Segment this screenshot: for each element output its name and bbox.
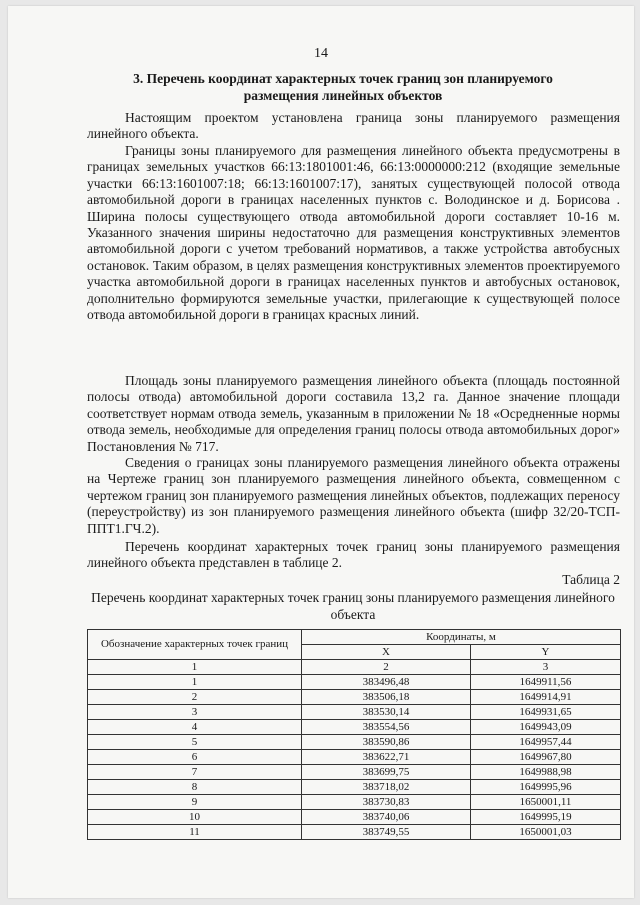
point-number-cell: 10 — [88, 810, 302, 825]
coordinate-x-cell: 383718,02 — [302, 780, 471, 795]
coordinate-x-cell: 383506,18 — [302, 690, 471, 705]
header-point-designation: Обозначение характерных точек границ — [88, 630, 302, 660]
coordinate-y-cell: 1649931,65 — [471, 705, 621, 720]
coordinate-x-cell: 383730,83 — [302, 795, 471, 810]
point-number-cell: 9 — [88, 795, 302, 810]
page-number: 14 — [314, 46, 328, 61]
coordinate-y-cell: 1649943,09 — [471, 720, 621, 735]
point-number-cell: 1 — [88, 675, 302, 690]
table-caption: Перечень координат характерных точек границ зоны планируемого размещения линейного объекта — [91, 590, 615, 622]
point-number-cell: 4 — [88, 720, 302, 735]
point-number-cell: 11 — [88, 825, 302, 840]
coordinate-x-cell: 383622,71 — [302, 750, 471, 765]
column-number: 3 — [471, 660, 621, 675]
coordinate-y-cell: 1649957,44 — [471, 735, 621, 750]
point-number-cell: 3 — [88, 705, 302, 720]
coordinate-y-cell: 1649911,56 — [471, 675, 621, 690]
paragraph-5: Перечень координат характерных точек границ зоны планируемого размещения линейного объекта представлен в таблице 2. — [87, 539, 620, 571]
coordinate-x-cell: 383530,14 — [302, 705, 471, 720]
coordinate-x-cell: 383496,48 — [302, 675, 471, 690]
section-heading-line1: 3. Перечень координат характерных точек границ зон планируемого — [133, 71, 553, 86]
coordinate-y-cell: 1649914,91 — [471, 690, 621, 705]
coordinate-x-cell: 383740,06 — [302, 810, 471, 825]
point-number-cell: 8 — [88, 780, 302, 795]
point-number-cell: 6 — [88, 750, 302, 765]
header-y: Y — [471, 645, 621, 660]
table-row — [88, 780, 621, 795]
point-number-cell: 7 — [88, 765, 302, 780]
coordinate-x-cell: 383590,86 — [302, 735, 471, 750]
coordinate-y-cell: 1649995,19 — [471, 810, 621, 825]
paragraph-3: Площадь зоны планируемого размещения линейного объекта (площадь постоянной полосы отвода) автомобильной дороги составила 13,2 га. Данное значение площади соответствует нормам отвода земель, указанным в приложении № 18 «Осредненные нормы отвода земель, необходимые для определения границ полосы отвода автомобильных дорог» Постановления № 717. — [87, 373, 620, 454]
table-row — [88, 750, 621, 765]
table-row — [88, 720, 621, 735]
point-number-cell: 2 — [88, 690, 302, 705]
table-row — [88, 795, 621, 810]
table-row — [88, 675, 621, 690]
coordinate-y-cell: 1650001,11 — [471, 795, 621, 810]
table-row — [88, 705, 621, 720]
paragraph-1: Настоящим проектом установлена граница зоны планируемого размещения линейного объекта. — [87, 110, 620, 142]
table-label: Таблица 2 — [562, 572, 620, 587]
table-row — [88, 765, 621, 780]
section-heading — [103, 70, 583, 104]
section-heading-line2: размещения линейных объектов — [243, 88, 443, 103]
coordinates-table — [87, 629, 621, 840]
point-number-cell: 5 — [88, 735, 302, 750]
table-row — [88, 735, 621, 750]
coordinate-x-cell: 383749,55 — [302, 825, 471, 840]
coordinates-table-body — [88, 675, 621, 840]
coordinate-y-cell: 1649967,80 — [471, 750, 621, 765]
table-row — [88, 690, 621, 705]
column-number: 1 — [88, 660, 302, 675]
coordinate-y-cell: 1650001,03 — [471, 825, 621, 840]
paragraph-2: Границы зоны планируемого для размещения линейного объекта предусмотрены в границах земельных участков 66:13:1801001:46, 66:13:0000000:212 (входящие земельные участки 66:13:1601007:18; 66:13:1601007:17), занятых существующей полосой отвода автомобильной дороги в границах населенных пунктов с. Володинское и д. Борисова . Ширина полосы существующего отвода автомобильной дороги составляет 10-16 м. Указанного значения ширины недостаточно для размещения конструктивных элементов автомобильной дороги с учетом требований нормативов, а также устройства автобусных остановок. Таким образом, в целях размещения конструктивных элементов проектируемого участка автомобильной дороги в границах населенных пунктов и автобусных остановок, дополнительно формируются земельные участки, прилегающие к существующей полосе отвода автомобильной дороги в границах красных линий. — [87, 143, 620, 323]
coordinate-x-cell: 383699,75 — [302, 765, 471, 780]
coordinate-y-cell: 1649988,98 — [471, 765, 621, 780]
table-row — [88, 810, 621, 825]
coordinate-y-cell: 1649995,96 — [471, 780, 621, 795]
column-number: 2 — [302, 660, 471, 675]
document-page — [8, 6, 634, 898]
coordinate-x-cell: 383554,56 — [302, 720, 471, 735]
header-x: X — [302, 645, 471, 660]
paragraph-4: Сведения о границах зоны планируемого размещения линейного объекта отражены на Чертеже границ зон планируемого размещения линейного объекта, совмещенном с чертежом границ зон планируемого размещения линейных объектов, подлежащих переносу (переустройству) из зон планируемого размещения линейного объекта (шифр 32/20-ТСП-ППТ1.ГЧ.2). — [87, 455, 620, 536]
header-coordinates: Координаты, м — [302, 630, 621, 645]
table-row — [88, 825, 621, 840]
